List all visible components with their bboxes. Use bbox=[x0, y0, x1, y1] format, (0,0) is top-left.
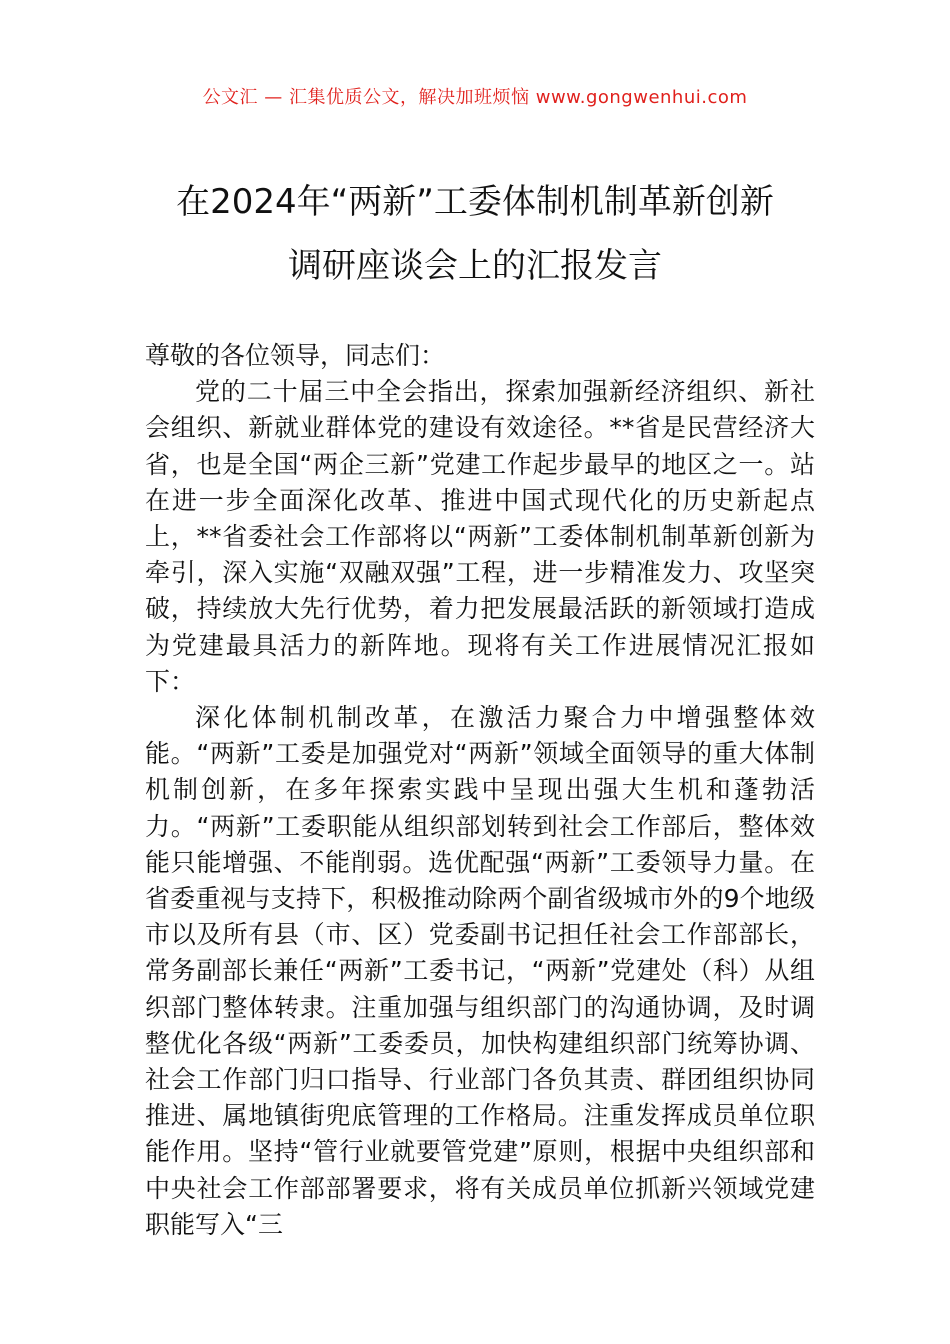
document-body bbox=[145, 338, 815, 1243]
document-title bbox=[120, 170, 830, 298]
title-line-1: 在2024年“两新”工委体制机制革新创新 bbox=[176, 182, 774, 222]
body-paragraph: 党的二十届三中全会指出，探索加强新经济组织、新社会组织、新就业群体党的建设有效途径。**省是民营经济大省，也是全国“两企三新”党建工作起步最早的地区之一。站在进一步全面深化改革、推进中国式现代化的历史新起点上，**省委社会工作部将以“两新”工委体制机制革新创新为牵引，深入实施“双融双强”工程，进一步精准发力、攻坚突破，持续放大先行优势，着力把发展最活跃的新领域打造成为党建最具活力的新阵地。现将有关工作进展情况汇报如下： bbox=[145, 377, 815, 696]
body-paragraph: 深化体制机制改革，在激活力聚合力中增强整体效能。“两新”工委是加强党对“两新”领域全面领导的重大体制机制创新，在多年探索实践中呈现出强大生机和蓬勃活力。“两新”工委职能从组织部划转到社会工作部后，整体效能只能增强、不能削弱。选优配强“两新”工委领导力量。在省委重视与支持下，积极推动除两个副省级城市外的9个地级市以及所有县（市、区）党委副书记担任社会工作部部长，常务副部长兼任“两新”工委书记，“两新”党建处（科）从组织部门整体转隶。注重加强与组织部门的沟通协调，及时调整优化各级“两新”工委委员，加快构建组织部门统筹协调、社会工作部门归口指导、行业部门各负其责、群团组织协同推进、属地镇街兜底管理的工作格局。注重发挥成员单位职能作用。坚持“管行业就要管党建”原则，根据中央组织部和中央社会工作部部署要求，将有关成员单位抓新兴领域党建职能写入“三 bbox=[145, 703, 815, 1239]
title-line-2: 调研座谈会上的汇报发言 bbox=[288, 246, 662, 286]
salutation: 尊敬的各位领导，同志们： bbox=[145, 341, 446, 370]
watermark-header[interactable]: 公文汇 — 汇集优质公文，解决加班烦恼 www.gongwenhui.com bbox=[202, 87, 748, 108]
